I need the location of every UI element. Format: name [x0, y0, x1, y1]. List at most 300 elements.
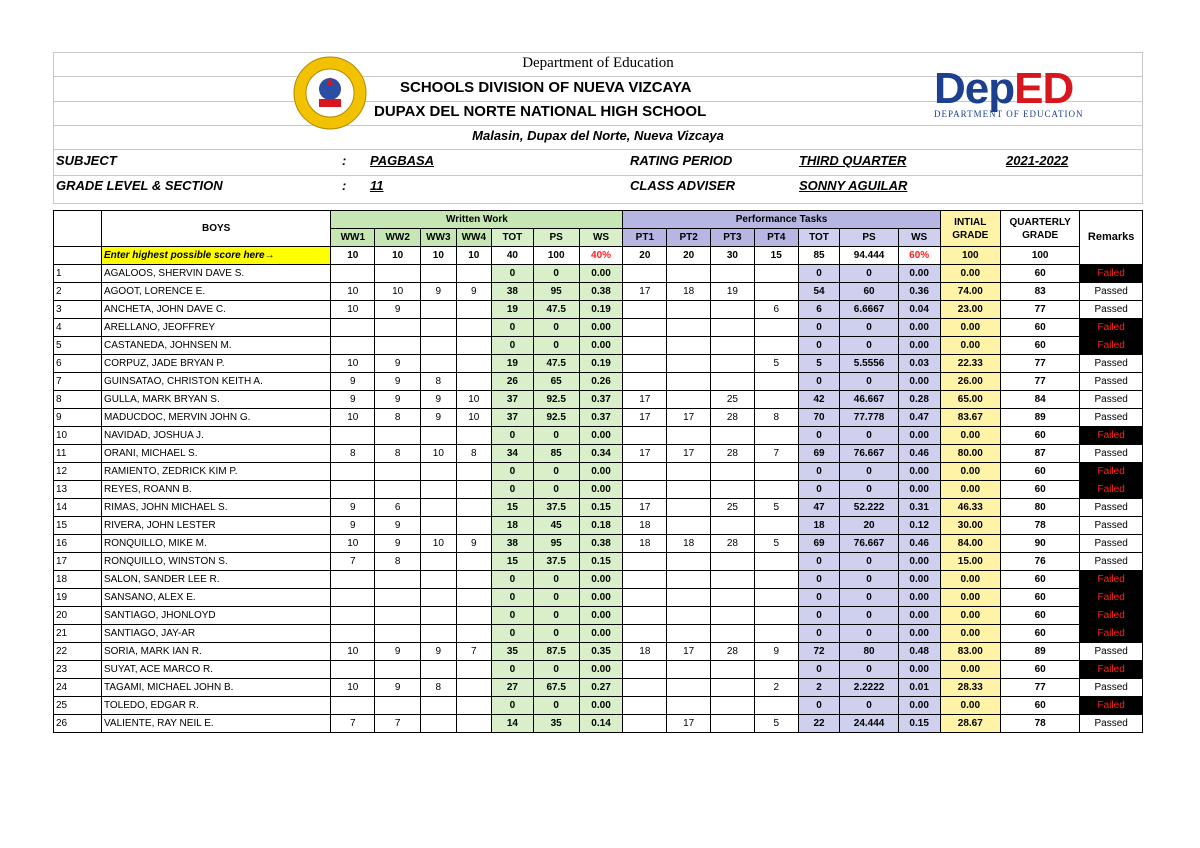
score-cell[interactable]: 25	[711, 499, 755, 517]
score-cell[interactable]: 17	[623, 445, 667, 463]
pt-computed-cell: 20	[840, 517, 898, 535]
score-cell[interactable]: 8	[375, 445, 421, 463]
ww-computed-cell: 0	[533, 625, 579, 643]
score-cell[interactable]	[667, 625, 711, 643]
ww-computed-cell: 0	[533, 661, 579, 679]
score-cell[interactable]: 9	[421, 409, 456, 427]
pt-computed-cell: 0.46	[898, 445, 940, 463]
student-number: 13	[54, 481, 102, 499]
score-cell[interactable]: 17	[623, 283, 667, 301]
score-cell[interactable]: 9	[375, 301, 421, 319]
student-row	[54, 625, 1143, 643]
score-cell[interactable]	[623, 337, 667, 355]
score-cell[interactable]	[331, 589, 375, 607]
initial-grade-cell: 0.00	[940, 697, 1000, 715]
score-cell[interactable]: 19	[711, 283, 755, 301]
score-cell[interactable]	[711, 607, 755, 625]
score-cell[interactable]	[456, 373, 491, 391]
score-cell[interactable]: 7	[375, 715, 421, 733]
score-cell[interactable]	[375, 337, 421, 355]
score-cell[interactable]: 28	[711, 643, 755, 661]
score-cell[interactable]: 9	[375, 643, 421, 661]
ww-computed-cell: 34	[492, 445, 534, 463]
score-cell[interactable]	[421, 589, 456, 607]
score-cell[interactable]	[711, 625, 755, 643]
deped-logo	[934, 64, 1114, 125]
score-cell[interactable]: 9	[421, 391, 456, 409]
score-cell[interactable]	[711, 697, 755, 715]
ww-computed-cell: 19	[492, 301, 534, 319]
ww-computed-cell: 0	[492, 463, 534, 481]
pt-col-header: PT4	[754, 229, 798, 247]
score-cell[interactable]	[667, 697, 711, 715]
score-cell[interactable]: 9	[754, 643, 798, 661]
score-cell[interactable]: 8	[331, 445, 375, 463]
ww-computed-cell: 0	[533, 427, 579, 445]
ww-computed-cell: 14	[492, 715, 534, 733]
score-cell[interactable]	[331, 265, 375, 283]
score-cell[interactable]: 17	[667, 409, 711, 427]
score-cell[interactable]	[754, 625, 798, 643]
score-cell[interactable]	[754, 319, 798, 337]
score-cell[interactable]	[711, 463, 755, 481]
ww-computed-cell: 0	[533, 265, 579, 283]
ww-computed-cell: 27	[492, 679, 534, 697]
score-cell[interactable]	[667, 607, 711, 625]
score-cell[interactable]	[667, 265, 711, 283]
score-cell[interactable]	[623, 463, 667, 481]
score-cell[interactable]: 5	[754, 499, 798, 517]
score-cell[interactable]	[331, 481, 375, 499]
score-cell[interactable]	[667, 661, 711, 679]
score-cell[interactable]: 9	[421, 643, 456, 661]
score-cell[interactable]: 5	[754, 715, 798, 733]
score-cell[interactable]	[711, 319, 755, 337]
score-cell[interactable]	[754, 589, 798, 607]
pt-computed-cell: 0	[840, 661, 898, 679]
ww-col-header: TOT	[492, 229, 534, 247]
score-cell[interactable]	[754, 373, 798, 391]
score-cell[interactable]	[375, 607, 421, 625]
score-cell[interactable]	[456, 679, 491, 697]
score-cell[interactable]	[421, 553, 456, 571]
score-cell[interactable]: 17	[623, 409, 667, 427]
score-cell[interactable]	[421, 625, 456, 643]
student-name: RONQUILLO, MIKE M.	[101, 535, 330, 553]
score-cell[interactable]	[375, 319, 421, 337]
score-cell[interactable]	[667, 427, 711, 445]
score-cell[interactable]	[623, 661, 667, 679]
pt-computed-cell: 0	[840, 625, 898, 643]
score-cell[interactable]	[623, 319, 667, 337]
score-cell[interactable]	[711, 715, 755, 733]
student-number: 2	[54, 283, 102, 301]
score-cell[interactable]	[711, 265, 755, 283]
highest-score-cell[interactable]: 40	[492, 247, 534, 265]
student-name: TAGAMI, MICHAEL JOHN B.	[101, 679, 330, 697]
student-row	[54, 553, 1143, 571]
score-cell[interactable]	[623, 373, 667, 391]
score-cell[interactable]	[456, 607, 491, 625]
score-cell[interactable]: 8	[421, 679, 456, 697]
score-cell[interactable]	[375, 463, 421, 481]
score-cell[interactable]	[623, 679, 667, 697]
highest-score-cell[interactable]: 100	[940, 247, 1000, 265]
score-cell[interactable]	[754, 427, 798, 445]
ww-computed-cell: 45	[533, 517, 579, 535]
ww-computed-cell: 35	[533, 715, 579, 733]
score-cell[interactable]	[456, 355, 491, 373]
score-cell[interactable]	[754, 607, 798, 625]
pt-computed-cell: 0	[798, 337, 840, 355]
score-cell[interactable]	[456, 589, 491, 607]
remarks-cell: Passed	[1080, 517, 1143, 535]
score-cell[interactable]	[456, 661, 491, 679]
student-name: SORIA, MARK IAN R.	[101, 643, 330, 661]
score-cell[interactable]	[711, 589, 755, 607]
ww-computed-cell: 0	[492, 625, 534, 643]
score-cell[interactable]: 5	[754, 355, 798, 373]
score-cell[interactable]	[331, 661, 375, 679]
score-cell[interactable]: 17	[623, 391, 667, 409]
score-cell[interactable]: 18	[623, 517, 667, 535]
pt-computed-cell: 0	[840, 571, 898, 589]
highest-score-cell[interactable]: 10	[331, 247, 375, 265]
score-cell[interactable]	[623, 553, 667, 571]
score-cell[interactable]: 17	[667, 445, 711, 463]
highest-score-cell[interactable]: 20	[623, 247, 667, 265]
score-cell[interactable]: 6	[375, 499, 421, 517]
score-cell[interactable]	[754, 463, 798, 481]
score-cell[interactable]	[331, 607, 375, 625]
score-cell[interactable]	[375, 481, 421, 499]
pt-computed-cell: 0	[798, 607, 840, 625]
score-cell[interactable]: 10	[375, 283, 421, 301]
subject-value: PAGBASA	[370, 153, 435, 168]
student-name: ARELLANO, JEOFFREY	[101, 319, 330, 337]
score-cell[interactable]	[667, 499, 711, 517]
highest-score-cell[interactable]: 10	[421, 247, 456, 265]
score-cell[interactable]: 18	[667, 535, 711, 553]
quarterly-grade-cell: 77	[1001, 373, 1080, 391]
score-cell[interactable]	[421, 301, 456, 319]
score-cell[interactable]	[331, 337, 375, 355]
score-cell[interactable]: 8	[421, 373, 456, 391]
score-cell[interactable]	[421, 697, 456, 715]
score-cell[interactable]: 10	[331, 409, 375, 427]
score-cell[interactable]	[456, 481, 491, 499]
score-cell[interactable]	[711, 571, 755, 589]
score-cell[interactable]: 28	[711, 409, 755, 427]
score-cell[interactable]: 7	[331, 553, 375, 571]
score-cell[interactable]: 7	[331, 715, 375, 733]
pt-computed-cell: 0.00	[898, 373, 940, 391]
score-cell[interactable]	[421, 499, 456, 517]
ww-computed-cell: 0	[492, 337, 534, 355]
highest-score-cell[interactable]: 20	[667, 247, 711, 265]
score-cell[interactable]	[456, 337, 491, 355]
score-cell[interactable]	[375, 571, 421, 589]
student-name: RAMIENTO, ZEDRICK KIM P.	[101, 463, 330, 481]
score-cell[interactable]	[331, 319, 375, 337]
boys-header: BOYS	[101, 211, 330, 247]
pt-computed-cell: 0.00	[898, 427, 940, 445]
score-cell[interactable]	[667, 679, 711, 697]
score-cell[interactable]: 7	[754, 445, 798, 463]
score-cell[interactable]	[421, 607, 456, 625]
score-cell[interactable]	[421, 517, 456, 535]
score-cell[interactable]	[754, 337, 798, 355]
score-cell[interactable]: 10	[331, 301, 375, 319]
score-cell[interactable]	[667, 571, 711, 589]
score-cell[interactable]	[711, 301, 755, 319]
score-cell[interactable]: 28	[711, 535, 755, 553]
score-cell[interactable]	[667, 481, 711, 499]
score-cell[interactable]	[754, 265, 798, 283]
score-cell[interactable]	[623, 355, 667, 373]
score-cell[interactable]	[421, 463, 456, 481]
ww-computed-cell: 0.00	[579, 463, 623, 481]
pt-computed-cell: 6.6667	[840, 301, 898, 319]
score-cell[interactable]	[711, 373, 755, 391]
score-cell[interactable]: 10	[421, 445, 456, 463]
score-cell[interactable]	[754, 661, 798, 679]
score-cell[interactable]	[456, 319, 491, 337]
ww-computed-cell: 0	[533, 337, 579, 355]
score-cell[interactable]: 9	[375, 517, 421, 535]
score-cell[interactable]	[375, 265, 421, 283]
remarks-cell: Failed	[1080, 589, 1143, 607]
ww-computed-cell: 47.5	[533, 301, 579, 319]
highest-score-cell[interactable]: 40%	[579, 247, 623, 265]
initial-grade-cell: 0.00	[940, 571, 1000, 589]
score-cell[interactable]	[375, 589, 421, 607]
pt-computed-cell: 0.48	[898, 643, 940, 661]
score-cell[interactable]: 10	[331, 283, 375, 301]
score-cell[interactable]	[623, 481, 667, 499]
score-cell[interactable]	[711, 355, 755, 373]
highest-score-cell[interactable]: 100	[1001, 247, 1080, 265]
quarterly-grade-cell: 60	[1001, 661, 1080, 679]
score-cell[interactable]: 10	[331, 679, 375, 697]
quarterly-grade-cell: 77	[1001, 355, 1080, 373]
ww-computed-cell: 0.00	[579, 607, 623, 625]
score-cell[interactable]	[331, 625, 375, 643]
score-cell[interactable]: 17	[623, 499, 667, 517]
pt-computed-cell: 0.03	[898, 355, 940, 373]
ww-computed-cell: 0.18	[579, 517, 623, 535]
score-cell[interactable]	[711, 337, 755, 355]
pt-col-header: TOT	[798, 229, 840, 247]
score-cell[interactable]	[623, 589, 667, 607]
highest-score-cell[interactable]: 94.444	[840, 247, 898, 265]
grade-level-colon: :	[342, 178, 347, 193]
score-cell[interactable]: 9	[375, 391, 421, 409]
student-number: 5	[54, 337, 102, 355]
score-cell[interactable]	[667, 337, 711, 355]
score-cell[interactable]	[331, 571, 375, 589]
score-cell[interactable]: 17	[667, 715, 711, 733]
score-cell[interactable]	[456, 571, 491, 589]
score-cell[interactable]	[331, 463, 375, 481]
score-cell[interactable]: 5	[754, 535, 798, 553]
score-cell[interactable]	[754, 553, 798, 571]
ww-computed-cell: 35	[492, 643, 534, 661]
score-cell[interactable]	[711, 517, 755, 535]
ww-computed-cell: 0.00	[579, 337, 623, 355]
score-cell[interactable]: 8	[754, 409, 798, 427]
score-cell[interactable]	[456, 463, 491, 481]
pt-computed-cell: 0.00	[898, 625, 940, 643]
score-cell[interactable]: 9	[421, 283, 456, 301]
score-cell[interactable]	[456, 517, 491, 535]
score-cell[interactable]	[711, 481, 755, 499]
highest-score-cell[interactable]: 85	[798, 247, 840, 265]
highest-score-cell[interactable]: 10	[456, 247, 491, 265]
score-cell[interactable]	[667, 319, 711, 337]
score-cell[interactable]: 9	[456, 283, 491, 301]
score-cell[interactable]	[623, 625, 667, 643]
score-cell[interactable]: 10	[331, 535, 375, 553]
score-cell[interactable]	[331, 427, 375, 445]
score-cell[interactable]	[421, 265, 456, 283]
score-cell[interactable]	[375, 427, 421, 445]
ww-computed-cell: 0.15	[579, 553, 623, 571]
ww-computed-cell: 65	[533, 373, 579, 391]
ww-computed-cell: 0.37	[579, 409, 623, 427]
score-cell[interactable]	[667, 553, 711, 571]
ww-computed-cell: 0.34	[579, 445, 623, 463]
score-cell[interactable]: 17	[667, 643, 711, 661]
highest-score-cell[interactable]: 60%	[898, 247, 940, 265]
remarks-header: Remarks	[1080, 211, 1143, 265]
score-cell[interactable]: 9	[375, 373, 421, 391]
pt-computed-cell: 0.00	[898, 265, 940, 283]
score-cell[interactable]	[456, 715, 491, 733]
quarterly-grade-cell: 80	[1001, 499, 1080, 517]
score-cell[interactable]	[456, 553, 491, 571]
quarterly-grade-cell: 83	[1001, 283, 1080, 301]
score-cell[interactable]: 10	[421, 535, 456, 553]
score-cell[interactable]	[421, 571, 456, 589]
highest-score-cell[interactable]: 10	[375, 247, 421, 265]
score-cell[interactable]: 18	[623, 643, 667, 661]
score-cell[interactable]	[421, 715, 456, 733]
score-cell[interactable]	[623, 715, 667, 733]
ww-computed-cell: 95	[533, 283, 579, 301]
score-cell[interactable]	[375, 661, 421, 679]
score-cell[interactable]	[754, 391, 798, 409]
score-cell[interactable]	[623, 265, 667, 283]
pt-computed-cell: 0	[798, 571, 840, 589]
score-cell[interactable]	[456, 499, 491, 517]
score-cell[interactable]: 10	[456, 391, 491, 409]
school-title: DUPAX DEL NORTE NATIONAL HIGH SCHOOL	[374, 103, 707, 120]
score-cell[interactable]	[456, 265, 491, 283]
score-cell[interactable]	[421, 661, 456, 679]
quarterly-grade-cell: 60	[1001, 571, 1080, 589]
score-cell[interactable]: 9	[331, 391, 375, 409]
ww-col-header: WW1	[331, 229, 375, 247]
score-cell[interactable]	[375, 625, 421, 643]
score-cell[interactable]	[711, 553, 755, 571]
student-row	[54, 517, 1143, 535]
score-cell[interactable]: 9	[331, 499, 375, 517]
score-cell[interactable]	[711, 427, 755, 445]
score-cell[interactable]: 8	[375, 553, 421, 571]
highest-score-cell[interactable]: 30	[711, 247, 755, 265]
score-cell[interactable]: 9	[375, 679, 421, 697]
remarks-cell: Failed	[1080, 427, 1143, 445]
score-cell[interactable]: 9	[375, 355, 421, 373]
score-cell[interactable]	[667, 463, 711, 481]
score-cell[interactable]: 9	[331, 517, 375, 535]
score-cell[interactable]	[667, 589, 711, 607]
score-cell[interactable]	[421, 427, 456, 445]
score-cell[interactable]: 9	[331, 373, 375, 391]
highest-score-cell[interactable]: 100	[533, 247, 579, 265]
student-row	[54, 571, 1143, 589]
student-row	[54, 427, 1143, 445]
score-cell[interactable]: 9	[456, 535, 491, 553]
score-cell[interactable]	[456, 697, 491, 715]
score-cell[interactable]: 25	[711, 391, 755, 409]
score-cell[interactable]: 7	[456, 643, 491, 661]
score-cell[interactable]	[667, 517, 711, 535]
score-cell[interactable]	[667, 301, 711, 319]
score-cell[interactable]	[754, 481, 798, 499]
score-cell[interactable]	[754, 697, 798, 715]
score-cell[interactable]	[456, 301, 491, 319]
initial-grade-cell: 0.00	[940, 319, 1000, 337]
score-cell[interactable]	[456, 427, 491, 445]
score-cell[interactable]: 18	[667, 283, 711, 301]
score-cell[interactable]: 10	[456, 409, 491, 427]
score-cell[interactable]: 9	[375, 535, 421, 553]
score-cell[interactable]	[667, 391, 711, 409]
score-cell[interactable]	[711, 679, 755, 697]
score-cell[interactable]	[456, 625, 491, 643]
score-cell[interactable]: 10	[331, 643, 375, 661]
score-cell[interactable]	[667, 373, 711, 391]
score-cell[interactable]	[754, 571, 798, 589]
score-cell[interactable]	[667, 355, 711, 373]
score-cell[interactable]	[754, 517, 798, 535]
score-cell[interactable]	[421, 337, 456, 355]
score-cell[interactable]	[754, 283, 798, 301]
score-cell[interactable]	[421, 319, 456, 337]
score-cell[interactable]	[623, 607, 667, 625]
score-cell[interactable]: 6	[754, 301, 798, 319]
score-cell[interactable]: 10	[331, 355, 375, 373]
highest-score-cell[interactable]: 15	[754, 247, 798, 265]
score-cell[interactable]	[711, 661, 755, 679]
score-cell[interactable]	[623, 697, 667, 715]
score-cell[interactable]	[623, 571, 667, 589]
score-cell[interactable]: 8	[375, 409, 421, 427]
score-cell[interactable]	[375, 697, 421, 715]
initial-grade-cell: 0.00	[940, 589, 1000, 607]
score-cell[interactable]	[421, 355, 456, 373]
score-cell[interactable]	[623, 301, 667, 319]
score-cell[interactable]	[421, 481, 456, 499]
score-cell[interactable]: 28	[711, 445, 755, 463]
score-cell[interactable]	[623, 427, 667, 445]
score-cell[interactable]: 2	[754, 679, 798, 697]
score-cell[interactable]: 18	[623, 535, 667, 553]
score-cell[interactable]	[331, 697, 375, 715]
score-cell[interactable]: 8	[456, 445, 491, 463]
